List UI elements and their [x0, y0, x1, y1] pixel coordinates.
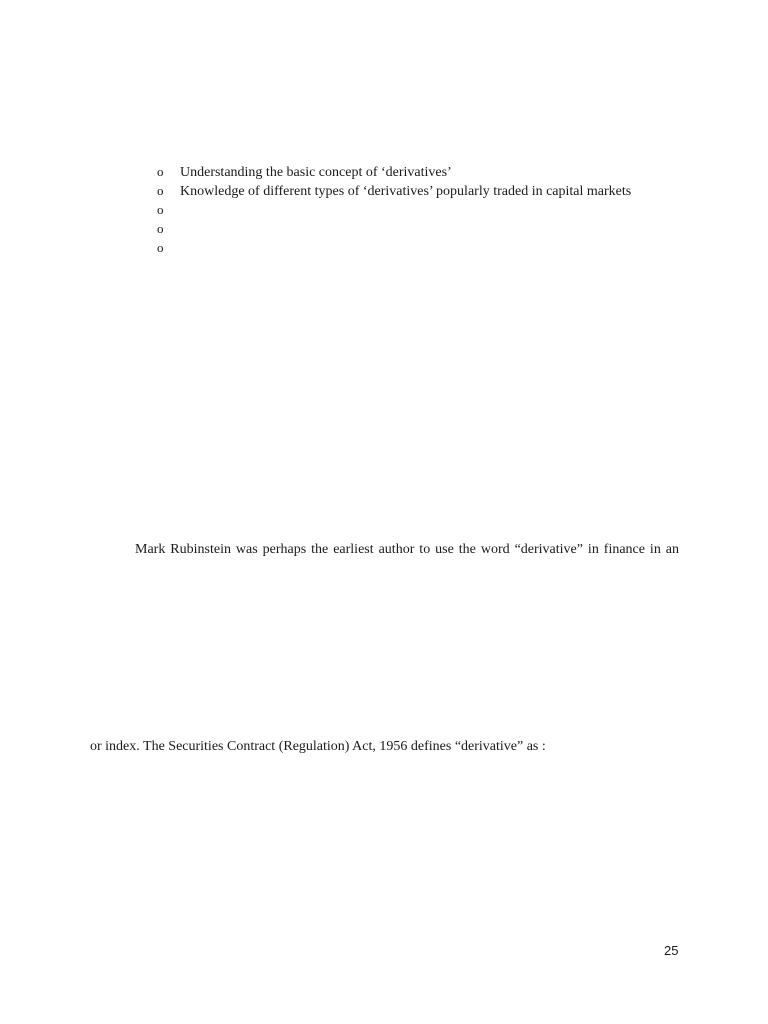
objectives-list	[157, 162, 631, 257]
list-item-text: Understanding the basic concept of ‘derivatives’	[180, 165, 452, 180]
list-item	[157, 200, 631, 219]
body-paragraph-rubinstein: Mark Rubinstein was perhaps the earliest author to use the word “derivative” in finance in an	[135, 542, 679, 557]
bullet-marker-icon: o	[157, 240, 164, 255]
body-paragraph-securities-act: or index. The Securities Contract (Regulation) Act, 1956 defines “derivative” as :	[90, 739, 546, 754]
list-item	[157, 181, 631, 200]
page-number: 25	[664, 943, 679, 958]
bullet-marker-icon: o	[157, 221, 164, 236]
list-item	[157, 219, 631, 238]
bullet-marker-icon: o	[157, 202, 164, 217]
list-item-text: Knowledge of different types of ‘derivatives’ popularly traded in capital markets	[180, 184, 632, 199]
bullet-marker-icon: o	[157, 164, 164, 179]
list-item	[157, 238, 631, 257]
bullet-marker-icon: o	[157, 183, 164, 198]
list-item	[157, 162, 631, 181]
